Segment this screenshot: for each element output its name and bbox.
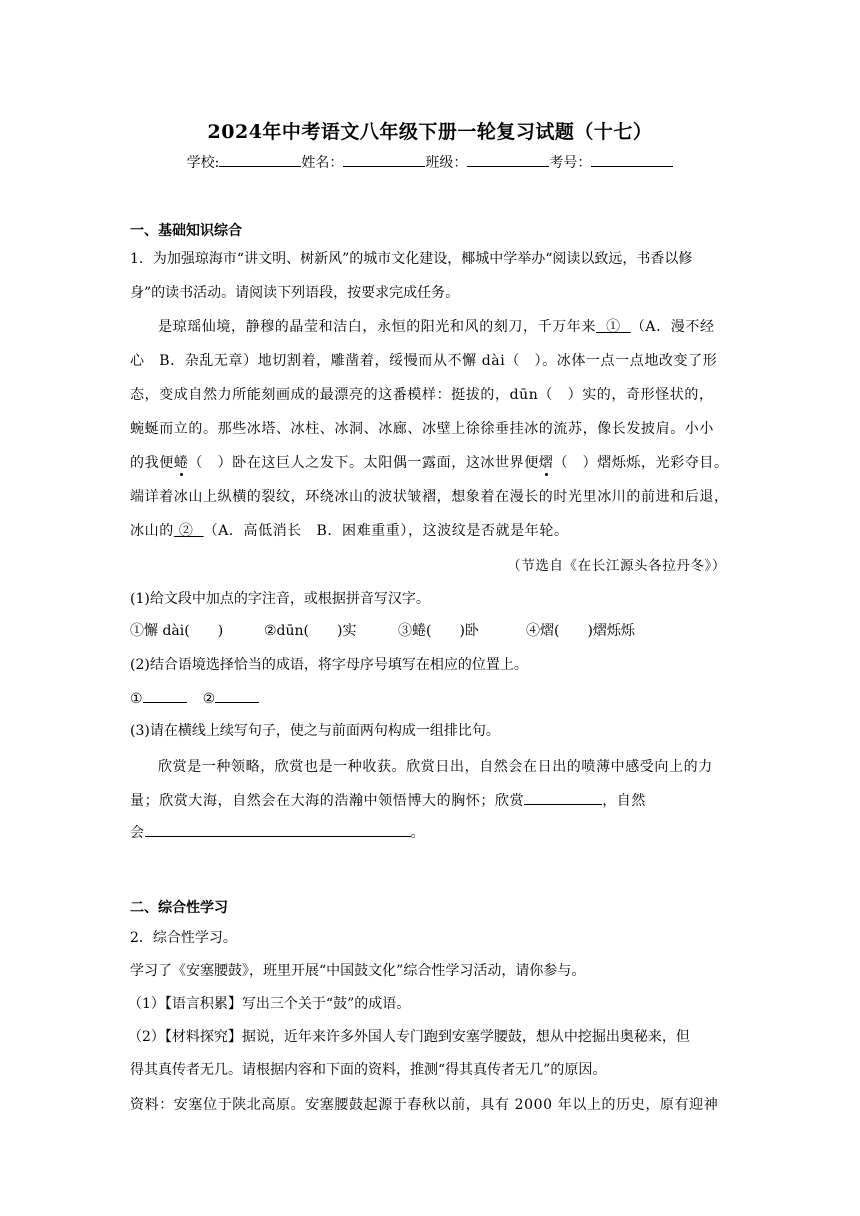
passage-text: 的我便: [130, 455, 174, 471]
parallelism-text: ，自然: [602, 793, 647, 809]
answer-1-field[interactable]: [143, 688, 187, 703]
dotted-char-quan: 蜷: [173, 455, 189, 471]
parallelism-line-2: [130, 790, 646, 810]
blank-1[interactable]: [596, 319, 631, 335]
subquestion-2: (2)结合语境选择恰当的成语，将字母序号填写在相应的位置上。: [130, 657, 528, 673]
passage-source: （节选自《在长江源头各拉丹冬》）: [507, 558, 726, 574]
question-2-item-1: （1）【语言积累】写出三个关于“鼓”的成语。: [128, 996, 411, 1012]
passage-text: 冰山的: [130, 523, 174, 539]
exam-number-label: 考号：: [549, 155, 592, 171]
name-field[interactable]: [343, 152, 425, 167]
school-field[interactable]: [219, 152, 301, 167]
parallelism-text: 。: [410, 825, 426, 841]
answer-2-label: ②: [202, 691, 216, 707]
parallelism-text: 量；欣赏大海，自然会在大海的浩瀚中领悟博大的胸怀；欣赏: [130, 793, 525, 809]
question-1-text-line2: 身”的读书活动。请阅读下列语段，按要求完成任务。: [130, 285, 460, 301]
continuation-field-1[interactable]: [524, 790, 602, 805]
subquestion-2-items: [130, 688, 259, 707]
question-2-item-2-line1: （2）【材料探究】据说，近年来许多外国人专门跑到安塞学腰鼓，想从中挖掘出奥秘来，但: [128, 1029, 690, 1045]
blank-2[interactable]: [174, 523, 204, 539]
item-quan: ③蜷( )卧: [398, 623, 479, 639]
passage-text: （ ）卧在这巨人之发下。太阳偶一露面，这冰世界便: [188, 455, 539, 471]
passage-line-6: 端详着冰山上纵横的裂纹，环绕冰山的波状皱褶，想象着在漫长的时光里冰川的前进和后退，: [130, 489, 729, 505]
passage-line-1: [158, 316, 715, 336]
passage-line-7: [130, 520, 569, 540]
section-heading-1: 一、基础知识综合: [130, 223, 242, 239]
subquestion-3: (3)请在横线上续写句子，使之与前面两句构成一组排比句。: [130, 723, 500, 739]
item-xie-dai: ①懈 dài( ): [130, 623, 224, 639]
passage-text: （A．漫不经: [630, 319, 715, 335]
item-dun: ②dūn( )实: [264, 623, 357, 639]
question-2-title: 2．综合性学习。: [130, 930, 237, 946]
passage-line-3: 态，变成自然力所能刻画成的最漂亮的这番模样：挺拔的，dūn（ ）实的，奇形怪状的，: [130, 387, 714, 403]
exam-number-field[interactable]: [591, 152, 673, 167]
passage-line-5: [130, 452, 729, 472]
parallelism-text: 会: [130, 825, 145, 841]
question-2-item-2-line2: 得其真传者无几。请根据内容和下面的资料，推测“得其真传者无几”的原因。: [130, 1062, 607, 1078]
answer-1-label: ①: [130, 691, 143, 707]
parallelism-line-3: [130, 822, 425, 842]
question-2-intro: 学习了《安塞腰鼓》，班里开展“中国鼓文化”综合性学习活动，请你参与。: [130, 963, 586, 979]
material-text: 资料：安塞位于陕北高原。安塞腰鼓起源于春秋以前，具有 2000 年以上的历史，原有迎神: [130, 1097, 719, 1113]
dotted-char-yi: 熠: [538, 455, 554, 471]
page-title: 2024年中考语文八年级下册一轮复习试题（十七）: [207, 121, 653, 143]
student-info-line: [0, 152, 860, 172]
subquestion-1-items: [130, 620, 635, 640]
passage-text: （A．高低消长 B．困难重重），这波纹是否就是年轮。: [203, 523, 569, 539]
blank-2-label: ②: [178, 523, 194, 539]
item-yi: ④熠( )熠烁烁: [526, 623, 635, 639]
question-1-text-line1: 1．为加强琼海市“讲文明、树新风”的城市文化建设，椰城中学举办“阅读以致远，书香以修: [130, 251, 693, 267]
passage-text: （ ）熠烁烁，光彩夺目。: [553, 455, 729, 471]
continuation-field-2[interactable]: [145, 822, 411, 837]
answer-2-field[interactable]: [215, 688, 259, 703]
school-label: 学校:: [186, 155, 220, 171]
passage-line-4: 蜿蜒而立的。那些冰塔、冰柱、冰洞、冰廊、冰壁上徐徐垂挂冰的流苏，像长发披肩。小小: [130, 421, 714, 437]
blank-1-label: ①: [606, 319, 621, 335]
subquestion-1: (1)给文段中加点的字注音，或根据拼音写汉字。: [130, 591, 430, 607]
class-label: 班级：: [425, 155, 468, 171]
name-label: 姓名：: [301, 155, 344, 171]
passage-line-2: 心 B．杂乱无章）地切割着，雕凿着，绥慢而从不懈 dài（ ）。冰体一点一点地改变了形: [130, 353, 718, 369]
passage-text: 是琼瑶仙境，静穆的晶莹和洁白，永恒的阳光和风的刻刀，千万年来: [158, 319, 596, 335]
class-field[interactable]: [467, 152, 549, 167]
parallelism-line-1: 欣赏是一种领略，欣赏也是一种收获。欣赏日出，自然会在日出的喷薄中感受向上的力: [158, 759, 713, 775]
section-heading-2: 二、综合性学习: [130, 900, 228, 916]
